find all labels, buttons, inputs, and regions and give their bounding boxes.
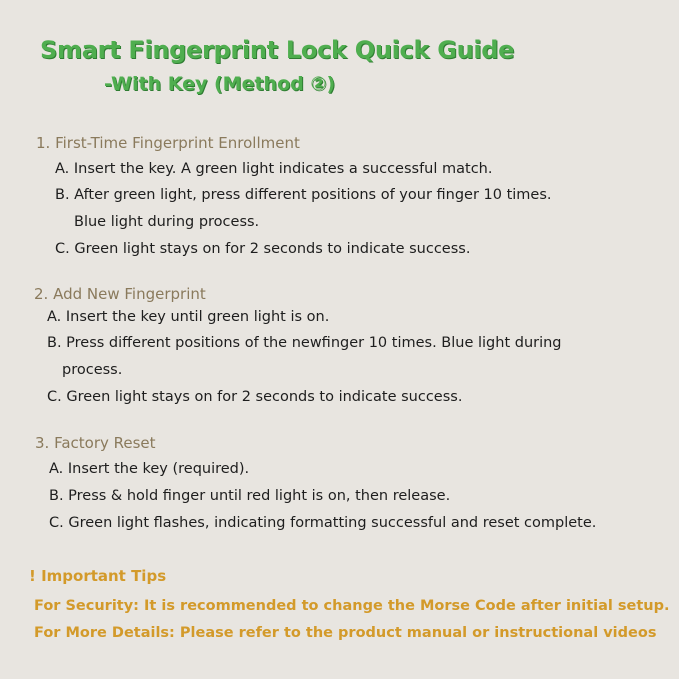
tip-more-details: For More Details: Please refer to the product manual or instructional videos [34, 625, 657, 641]
guide-title: Smart Fingerprint Lock Quick Guide [40, 36, 515, 64]
enrollment-step-b-continued: Blue light during process. [74, 214, 260, 230]
guide-subtitle: -With Key (Method ②) [104, 73, 336, 95]
add-step-b-continued: process. [62, 362, 123, 378]
enrollment-step-b: B. After green light, press different positions of your finger 10 times. [55, 187, 552, 203]
enrollment-step-c: C. Green light stays on for 2 seconds to indicate success. [55, 241, 471, 257]
section-heading-add-fingerprint: 2. Add New Fingerprint [34, 285, 206, 303]
tip-security: For Security: It is recommended to change the Morse Code after initial setup. [34, 598, 670, 614]
reset-step-a: A. Insert the key (required). [49, 461, 250, 477]
section-heading-enrollment: 1. First-Time Fingerprint Enrollment [36, 134, 300, 152]
add-step-b: B. Press different positions of the newfinger 10 times. Blue light during [47, 335, 562, 351]
reset-step-b: B. Press & hold finger until red light is on, then release. [49, 488, 451, 504]
reset-step-c: C. Green light flashes, indicating formatting successful and reset complete. [49, 515, 597, 531]
add-step-c: C. Green light stays on for 2 seconds to indicate success. [47, 389, 463, 405]
add-step-a: A. Insert the key until green light is on. [47, 309, 330, 325]
section-heading-factory-reset: 3. Factory Reset [35, 434, 156, 452]
important-tips-heading: ! Important Tips [29, 567, 167, 585]
enrollment-step-a: A. Insert the key. A green light indicates a successful match. [55, 161, 493, 177]
